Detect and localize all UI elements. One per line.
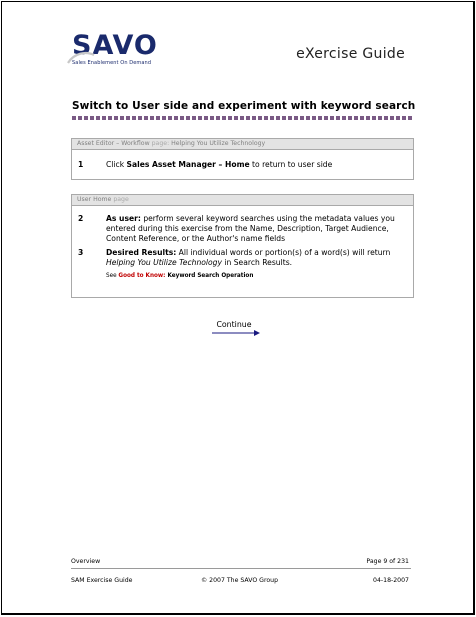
footer-section-name: Overview — [71, 558, 101, 565]
logo-swoosh-icon — [66, 51, 96, 65]
step-row — [72, 248, 413, 268]
step-text-italic: Helping You Utilize Technology — [106, 258, 222, 267]
keyword-search-operation-link[interactable]: Keyword Search Operation — [165, 273, 254, 279]
continue-label: Continue — [216, 320, 252, 329]
footer-rule — [71, 568, 411, 569]
footer-date: 04-18-2007 — [373, 577, 409, 584]
step-text-pre: Click — [106, 160, 127, 169]
logo-tagline: Sales Enablement On Demand — [72, 60, 152, 66]
continue-arrow-icon — [212, 330, 262, 336]
box-header — [72, 195, 413, 206]
step-row — [72, 214, 413, 244]
see-note — [106, 273, 413, 279]
logo-text: SAVO — [72, 30, 158, 61]
savo-logo — [72, 32, 158, 66]
step-text — [106, 248, 405, 268]
box-header-location: User Home — [77, 196, 112, 203]
step-text-post: in Search Results. — [221, 258, 293, 267]
continue-button[interactable] — [212, 320, 262, 336]
section-title: Switch to User side and experiment with keyword search — [72, 100, 416, 112]
step-text-bold: As user: — [106, 214, 141, 223]
step-text-body: perform several keyword searches using the metadata values you entered during this exercise from the Name, Description, Target Audience, Content Reference, or the Author's name fields — [106, 214, 395, 243]
step-box-user-home — [71, 194, 414, 298]
step-number: 1 — [78, 160, 84, 169]
step-text-bold: Desired Results: — [106, 248, 177, 257]
box-header-page-name: Helping You Utilize Technology — [171, 140, 266, 147]
step-text — [106, 160, 405, 170]
footer-doc-title: SAM Exercise Guide — [71, 577, 133, 584]
box-header-location: Asset Editor – Workflow — [77, 140, 150, 147]
section-divider — [72, 116, 412, 120]
step-row — [72, 160, 413, 170]
box-header-page-label: page — [113, 196, 129, 203]
step-text-body: All individual words or portion(s) of a word(s) will return — [176, 248, 391, 257]
good-to-know-link[interactable]: Good to Know: — [118, 273, 166, 279]
step-box-asset-editor — [71, 138, 414, 180]
footer-copyright: © 2007 The SAVO Group — [201, 577, 279, 584]
document-page — [1, 1, 475, 615]
step-text — [106, 214, 405, 244]
step-number: 3 — [78, 248, 84, 257]
sales-asset-manager-home-link[interactable]: Sales Asset Manager – Home — [126, 160, 250, 169]
footer-page-number: Page 9 of 231 — [366, 558, 409, 565]
see-prefix: See — [106, 273, 119, 279]
box-header-page-label: page: — [151, 140, 170, 147]
logo-wordmark — [72, 32, 158, 59]
step-number: 2 — [78, 214, 84, 223]
step-text-post: to return to user side — [249, 160, 333, 169]
guide-title: eXercise Guide — [296, 46, 405, 62]
box-header — [72, 139, 413, 150]
